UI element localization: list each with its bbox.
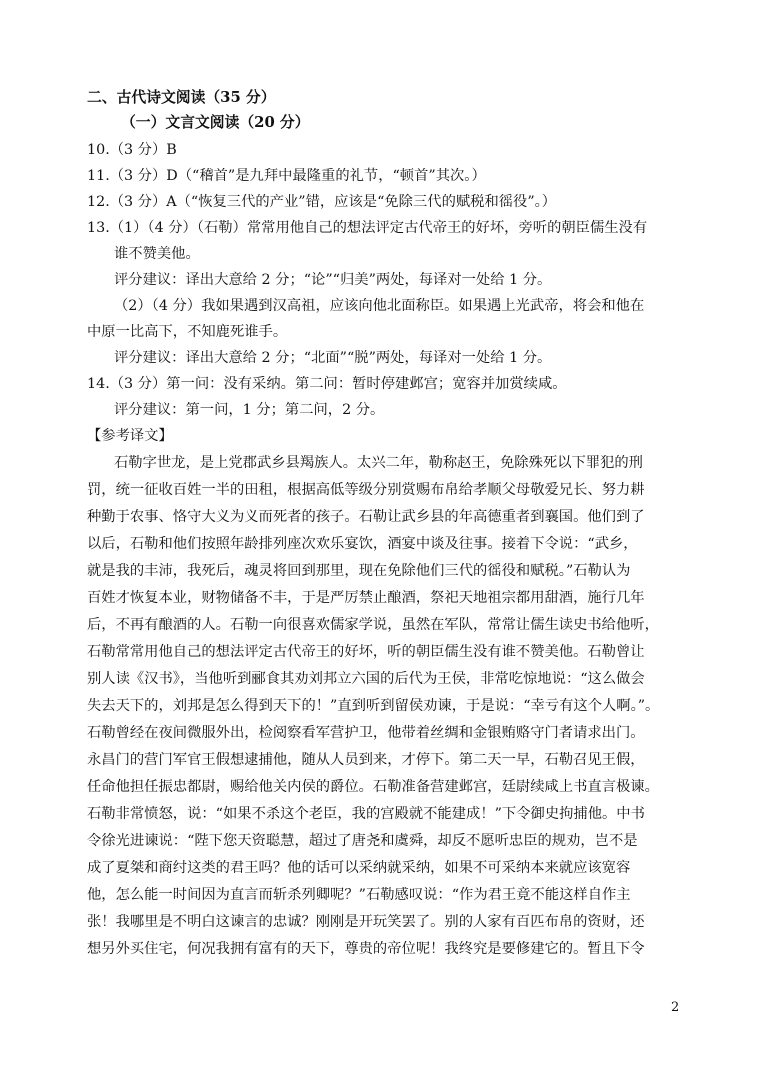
translation-line: 别人读《汉书》，当他听到郦食其劝刘邦立六国的后代为王侯，非常吃惊地说：“这么做会 [87,671,645,687]
answer-line: （2）（4 分）我如果遇到汉高祖，应该向他北面称臣。如果遇上光武帝，将会和他在 [114,298,645,314]
answer-line: 中原一比高下，不知鹿死谁手。 [87,324,288,340]
section-heading: 二、古代诗文阅读（35 分） [87,89,276,106]
translation-line: 令徐光进谏说：“陛下您天资聪慧，超过了唐尧和虞舜，却反不愿听忠臣的规劝，岂不是 [87,833,638,849]
translation-line: 成了夏桀和商纣这类的君王吗？他的话可以采纳就采纳，如果不可采纳本来就应该宽容 [87,860,631,876]
translation-line: 以后，石勒和他们按照年龄排列座次欢乐宴饮，酒宴中谈及往事。接着下令说：“武乡， [87,536,638,552]
translation-line: 想另外买住宅，何况我拥有富有的天下，尊贵的帝位呢！我终究是要修建它的。暂且下令 [87,941,645,957]
translation-line: 他，怎么能一时间因为直言而斩杀列卿呢？”石勒感叹说：“作为君王竟不能这样自作主 [87,887,631,903]
translation-line: 后，不再有酿酒的人。石勒一向很喜欢儒家学说，虽然在军队，常常让儒生读史书给他听， [87,617,659,633]
translation-line: 罚，统一征收百姓一半的田租，根据高低等级分别赏赐布帛给孝顺父母敬爱兄长、努力耕 [87,482,645,498]
translation-line: 百姓才恢复本业，财物储备不丰，于是严厉禁止酿酒，祭祀天地祖宗都用甜酒，施行几年 [87,590,645,606]
translation-line: 失去天下的，刘邦是怎么得到天下的！”直到听到留侯劝谏，于是说：“幸亏有这个人啊。”。 [87,698,660,714]
answer-line: 10.（3 分）B [87,142,177,158]
scoring-note: 评分建议：译出大意给 2 分；“北面”“脱”两处，每译对一处给 1 分。 [114,350,552,366]
translation-line: 任命他担任振忠都尉，赐给他关内侯的爵位。石勒准备营建邺宫，廷尉续咸上书直言极谏。 [87,779,659,795]
translation-line: 张！我哪里是不明白这谏言的忠诚？刚刚是开玩笑罢了。别的人家有百匹布帛的资财，还 [87,914,645,930]
translation-line: 石勒字世龙，是上党郡武乡县羯族人。太兴二年，勒称赵王，免除殊死以下罪犯的刑 [114,455,643,471]
answer-line: 谁不赞美他。 [114,246,200,262]
translation-line: 永昌门的营门军官王假想逮捕他，随从人员到来，才停下。第二天一早，石勒召见王假， [87,752,645,768]
translation-line: 就是我的丰沛，我死后，魂灵将回到那里，现在免除他们三代的徭役和赋税。”石勒认为 [87,563,631,579]
translation-line: 石勒曾经在夜间微服外出，检阅察看军营护卫，他带着丝绸和金银贿赂守门者请求出门。 [87,725,645,741]
scoring-note: 评分建议：译出大意给 2 分；“论”“归美”两处，每译对一处给 1 分。 [114,272,552,288]
answer-line: 12.（3 分）A（“恢复三代的产业”错，应该是“免除三代的赋税和徭役”。） [87,194,557,210]
answer-line: 13.（1）（4 分）（石勒）常常用他自己的想法评定古代帝王的好坏，旁听的朝臣儒生没有 [87,220,648,236]
translation-line: 石勒常常用他自己的想法评定古代帝王的好坏，听的朝臣儒生没有谁不赞美他。石勒曾让 [87,644,645,660]
page-number: 2 [671,1000,680,1015]
answer-line: 14.（3 分）第一问：没有采纳。第二问：暂时停建邺宫；宽容并加赏续咸。 [87,376,567,392]
answer-line: 11.（3 分）D（“稽首”是九拜中最隆重的礼节，“顿首”其次。） [87,168,486,184]
reference-translation-heading: 【参考译文】 [87,428,173,444]
scoring-note: 评分建议：第一问，1 分；第二问，2 分。 [114,402,385,418]
translation-line: 种勤于农事、恪守大义为义而死者的孩子。石勒让武乡县的年高德重者到襄国。他们到了 [87,509,645,525]
subsection-heading: （一）文言文阅读（20 分） [121,114,310,131]
translation-line: 石勒非常愤怒，说：“如果不杀这个老臣，我的宫殿就不能建成！”下令御史拘捕他。中书 [87,806,645,822]
